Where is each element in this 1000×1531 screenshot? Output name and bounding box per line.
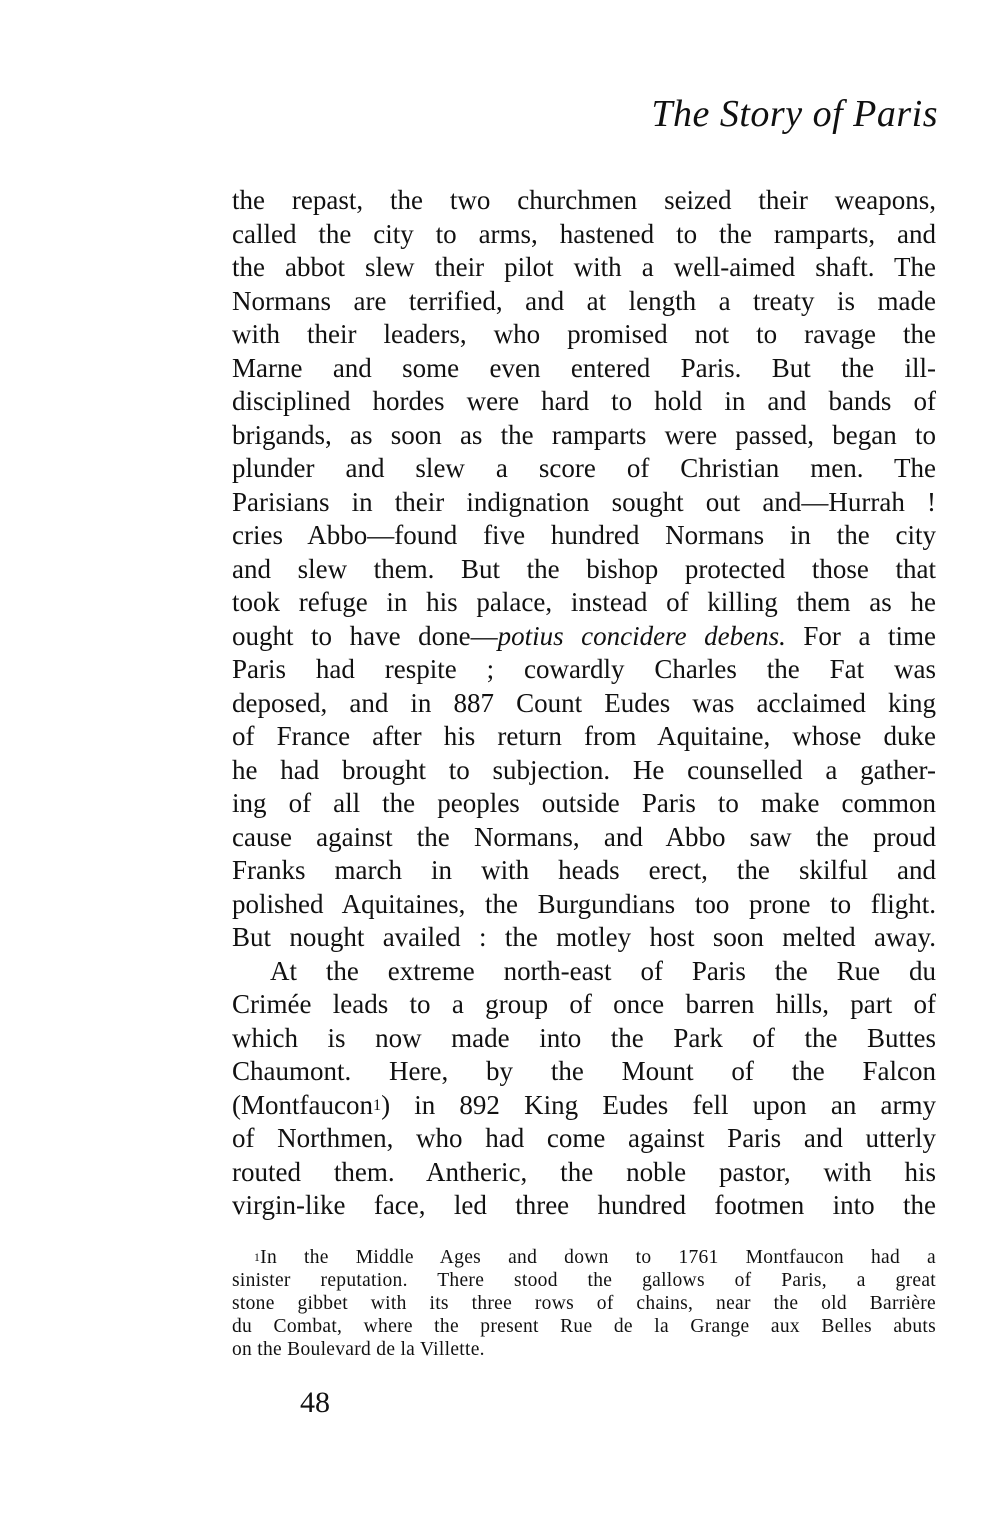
body-text [232,184,936,1223]
text-line: of Northmen, who had come against Paris and utterly [232,1123,936,1153]
paragraph-first-line: At the extreme north-east of Paris the Rue du [270,955,936,986]
text-line: called the city to arms, hastened to the ramparts, and [232,218,936,249]
footnote-line: on the Boulevard de la Villette. [232,1339,485,1360]
footnote-line: sinister reputation. There stood the gallows of Paris, a great [232,1270,936,1291]
text-line: plunder and slew a score of Christian men. The [232,453,936,483]
text-line: Paris had respite ; cowardly Charles the Fat was [232,654,936,684]
text-line: took refuge in his palace, instead of killing them as he [232,587,936,617]
text-line: he had brought to subjection. He counselled a gather- [232,754,936,785]
text-line: with their leaders, who promised not to ravage the [232,319,936,349]
text-line: deposed, and in 887 Count Eudes was acclaimed king [232,687,936,718]
text-line: brigands, as soon as the ramparts were passed, began to [232,419,936,450]
running-head-title: The Story of Paris [651,93,938,135]
text-line: and slew them. But the bishop protected those that [232,553,936,584]
line-segment: For a time [785,620,936,651]
text-line: Normans are terrified, and at length a treaty is made [232,285,936,316]
footnote-reference[interactable]: 1 [372,1096,382,1115]
text-line-with-latin [232,620,936,654]
footnote-marker: 1 [254,1250,261,1264]
text-line: Crimée leads to a group of once barren hills, part of [232,989,936,1019]
text-line: virgin-like face, led three hundred footmen into the [232,1190,936,1220]
text-line: of France after his return from Aquitaine, whose duke [232,721,936,751]
text-line: routed them. Antheric, the noble pastor, with his [232,1156,936,1187]
text-line: polished Aquitaines, the Burgundians too prone to flight. [232,888,936,919]
footnote-line: du Combat, where the present Rue de la Grange aux Belles abuts [232,1316,936,1337]
line-segment: ) in 892 King Eudes fell upon an army [381,1089,936,1120]
text-line: Marne and some even entered Paris. But the ill- [232,352,936,383]
page-number: 48 [300,1386,330,1419]
text-line: the abbot slew their pilot with a well-aimed shaft. The [232,252,936,282]
text-line-with-footnote-ref [232,1089,936,1123]
footnote-line [232,1246,936,1269]
footnote-text: In the Middle Ages and down to 1761 Montfaucon had a [260,1247,936,1268]
footnote-line: stone gibbet with its three rows of chains, near the old Barrière [232,1293,936,1314]
text-line: But nought availed : the motley host soon melted away. [232,922,936,952]
latin-quotation: potius concidere debens. [497,620,786,651]
text-line: disciplined hordes were hard to hold in and bands of [232,386,936,416]
text-line: cries Abbo—found five hundred Normans in the city [232,520,936,550]
line-segment: ought to have done— [232,620,498,651]
text-line: the repast, the two churchmen seized their weapons, [232,185,936,215]
text-line: ing of all the peoples outside Paris to make common [232,788,936,818]
text-line: cause against the Normans, and Abbo saw the proud [232,821,936,852]
text-line: Franks march in with heads erect, the skilful and [232,855,936,885]
text-line: Chaumont. Here, by the Mount of the Falcon [232,1056,936,1086]
text-line: which is now made into the Park of the Buttes [232,1022,936,1053]
line-segment: (Montfaucon [232,1089,373,1120]
footnote [232,1246,936,1361]
text-line: Parisians in their indignation sought out and—Hurrah ! [232,486,936,517]
